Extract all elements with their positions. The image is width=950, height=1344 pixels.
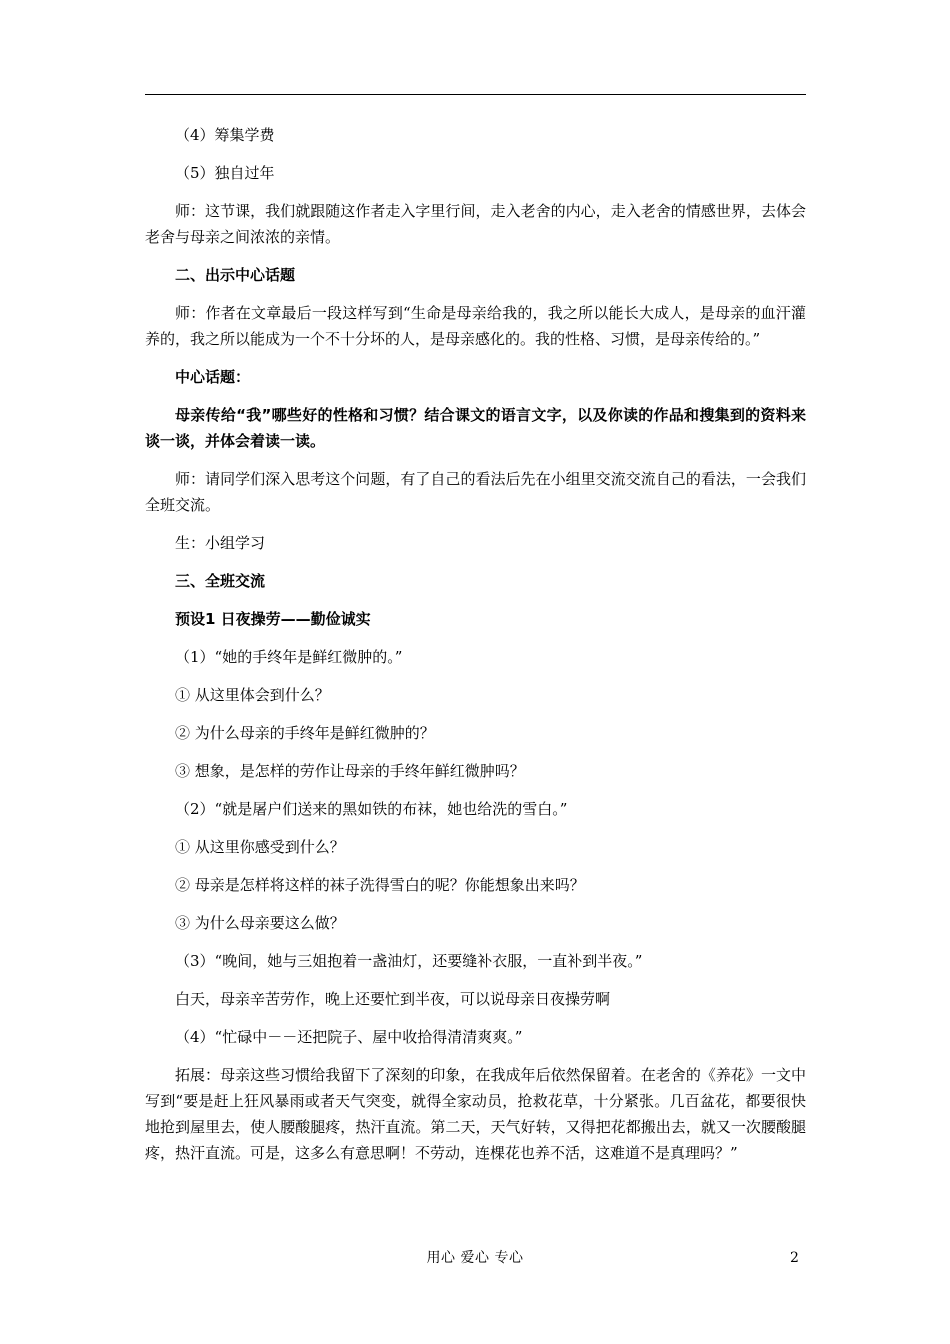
heading-paragraph: 中心话题：	[175, 368, 251, 386]
document-body	[145, 122, 806, 1178]
body-paragraph: （5）独自过年	[175, 164, 275, 182]
heading-paragraph: 母亲传给“我”哪些好的性格和习惯？结合课文的语言文字，以及你读的作品和搜集到的资料来谈一谈，并体会着读一读。	[145, 406, 806, 450]
body-paragraph: ③ 为什么母亲要这么做？	[175, 914, 345, 932]
body-paragraph: ② 为什么母亲的手终年是鲜红微肿的？	[175, 724, 435, 742]
body-paragraph: ① 从这里体会到什么？	[175, 686, 330, 704]
body-paragraph: ③ 想象，是怎样的劳作让母亲的手终年鲜红微肿吗？	[175, 762, 525, 780]
body-paragraph: 师：作者在文章最后一段这样写到“生命是母亲给我的，我之所以能长大成人，是母亲的血汗灌养的，我之所以能成为一个不十分坏的人，是母亲感化的。我的性格、习惯，是母亲传给的。”	[145, 304, 806, 348]
page-number: 2	[790, 1250, 799, 1266]
heading-paragraph: 三、全班交流	[175, 572, 266, 590]
body-paragraph: （3）“晚间，她与三姐抱着一盏油灯，还要缝补衣服，一直补到半夜。”	[175, 952, 643, 970]
body-paragraph: 拓展：母亲这些习惯给我留下了深刻的印象，在我成年后依然保留着。在老舍的《养花》一文中写到“要是赶上狂风暴雨或者天气突变，就得全家动员，抢救花草，十分紧张。几百盆花，都要很快地抢到屋里去，使人腰酸腿疼，热汗直流。第二天，天气好转，又得把花都搬出去，就又一次腰酸腿疼，热汗直流。可是，这多么有意思啊！不劳动，连棵花也养不活，这难道不是真理吗？”	[145, 1066, 806, 1162]
body-paragraph: ① 从这里你感受到什么？	[175, 838, 345, 856]
body-paragraph: （1）“她的手终年是鲜红微肿的。”	[175, 648, 403, 666]
body-paragraph: （2）“就是屠户们送来的黑如铁的布袜，她也给洗的雪白。”	[175, 800, 568, 818]
heading-paragraph: 预设1 日夜操劳——勤俭诚实	[175, 610, 371, 628]
body-paragraph: （4）筹集学费	[175, 126, 275, 144]
body-paragraph: （4）“忙碌中－－还把院子、屋中收拾得清清爽爽。”	[175, 1028, 523, 1046]
body-paragraph: 师：请同学们深入思考这个问题，有了自己的看法后先在小组里交流交流自己的看法，一会我们全班交流。	[145, 470, 806, 514]
body-paragraph: ② 母亲是怎样将这样的袜子洗得雪白的呢？你能想象出来吗？	[175, 876, 585, 894]
footer-motto: 用心 爱心 专心	[426, 1250, 524, 1266]
body-paragraph: 白天，母亲辛苦劳作，晚上还要忙到半夜，可以说母亲日夜操劳啊	[175, 990, 611, 1008]
body-paragraph: 生：小组学习	[175, 534, 266, 552]
header-rule	[145, 94, 806, 95]
heading-paragraph: 二、出示中心话题	[175, 266, 296, 284]
body-paragraph: 师：这节课，我们就跟随这作者走入字里行间，走入老舍的内心，走入老舍的情感世界，去体会老舍与母亲之间浓浓的亲情。	[145, 202, 806, 246]
